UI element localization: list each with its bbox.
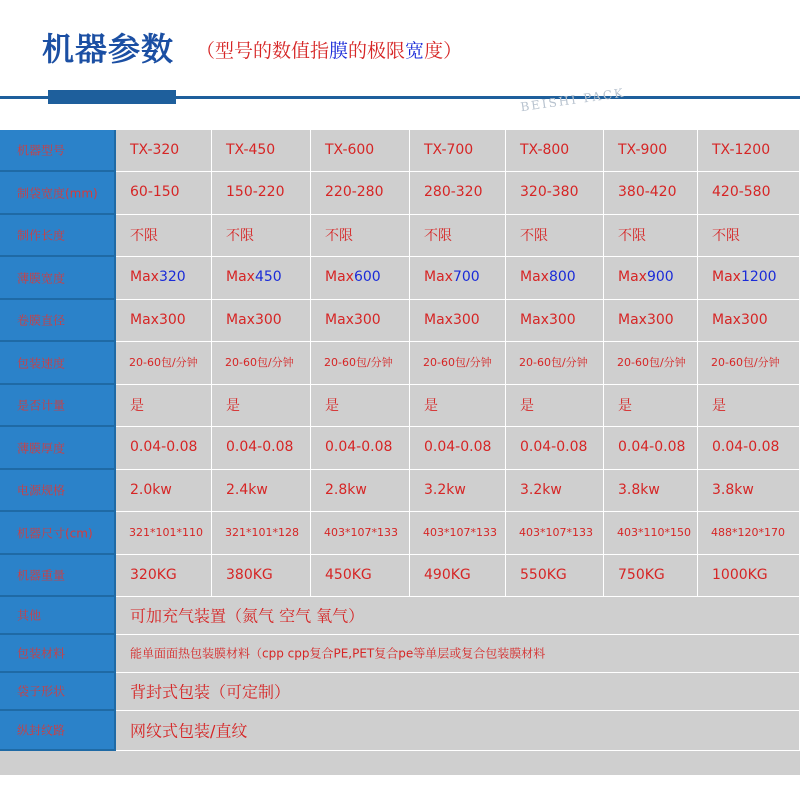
cell-value: 403*110*150 [617, 525, 691, 539]
cell-value: 20-60包/分钟 [519, 356, 588, 370]
row-label-text: 包装材料 [17, 646, 66, 661]
table-cell [410, 172, 506, 215]
film-width-value: Max700 [424, 269, 480, 286]
table-cell [212, 470, 311, 512]
table-cell [410, 130, 506, 172]
cell-value: 是 [226, 397, 240, 414]
wide-cell [116, 673, 800, 711]
cell-value: 321*101*128 [225, 525, 299, 539]
row-label [0, 300, 116, 342]
table-cell [212, 555, 311, 597]
cell-value: 0.04-0.08 [325, 439, 393, 456]
cell-value: 320-380 [520, 184, 579, 201]
cell-value: 750KG [618, 566, 665, 583]
row-label-text: 机器重量 [17, 568, 66, 583]
table-cell [116, 300, 212, 342]
table-cell [604, 215, 698, 257]
table-cell [212, 385, 311, 427]
cell-value: 是 [424, 397, 438, 414]
table-cell [604, 385, 698, 427]
page-subtitle: （型号的数值指膜的极限宽度） [196, 40, 463, 62]
cell-value: 420-580 [712, 184, 771, 201]
cell-value: 380-420 [618, 184, 677, 201]
table-cell [604, 257, 698, 300]
table-cell [698, 385, 800, 427]
table-cell [506, 215, 604, 257]
page-title: 机器参数 [42, 30, 175, 68]
cell-value: 60-150 [130, 184, 180, 201]
cell-value: 是 [618, 397, 632, 414]
table-cell [311, 172, 410, 215]
row-label [0, 673, 116, 711]
table-cell [410, 385, 506, 427]
cell-value: 不限 [226, 227, 254, 244]
table-cell [410, 215, 506, 257]
row-label [0, 711, 116, 751]
table-cell [311, 427, 410, 470]
spec-row-material [0, 635, 800, 673]
table-cell [698, 555, 800, 597]
table-cell [410, 427, 506, 470]
cell-value: 不限 [325, 227, 353, 244]
row-label-text: 制袋宽度(mm) [17, 186, 98, 200]
cell-value: 不限 [618, 227, 646, 244]
cell-value: TX-900 [618, 141, 668, 158]
table-cell [698, 172, 800, 215]
row-label [0, 512, 116, 555]
cell-value: Max300 [325, 311, 381, 328]
cell-value: 20-60包/分钟 [711, 356, 780, 370]
header-accent-bar [48, 90, 176, 104]
table-cell [311, 215, 410, 257]
row-label-text: 制作长度 [17, 228, 66, 243]
cell-value: 1000KG [712, 566, 768, 583]
cell-value: 403*107*133 [519, 525, 593, 539]
wide-cell-value: 可加充气装置（氮气 空气 氧气） [130, 605, 365, 625]
table-cell [410, 470, 506, 512]
table-cell [212, 427, 311, 470]
row-label [0, 342, 116, 385]
table-cell [698, 512, 800, 555]
table-cell [698, 130, 800, 172]
cell-value: Max300 [618, 311, 674, 328]
page-header [0, 0, 800, 120]
wide-cell-value: 能单面面热包装膜材料（cpp cpp复合PE,PET复合pe等单层或复合包装膜材料 [130, 646, 546, 661]
cell-value: 2.0kw [130, 481, 172, 498]
table-cell [506, 427, 604, 470]
table-cell [698, 427, 800, 470]
table-cell [604, 512, 698, 555]
cell-value: 0.04-0.08 [424, 439, 492, 456]
spec-row-metering [0, 385, 800, 427]
row-label [0, 130, 116, 172]
cell-value: Max300 [712, 311, 768, 328]
table-cell [212, 512, 311, 555]
table-cell [698, 215, 800, 257]
table-cell [311, 130, 410, 172]
film-width-value: Max450 [226, 269, 282, 286]
cell-value: 450KG [325, 566, 372, 583]
table-cell [698, 342, 800, 385]
cell-value: 3.8kw [712, 481, 754, 498]
spec-row-length [0, 215, 800, 257]
cell-value: 380KG [226, 566, 273, 583]
wide-cell-value: 网纹式包装/直纹 [130, 720, 248, 740]
spec-row-seal-pattern [0, 711, 800, 751]
cell-value: 是 [520, 397, 534, 414]
cell-value: 0.04-0.08 [226, 439, 294, 456]
row-label-text: 薄膜宽度 [17, 271, 66, 285]
cell-value: 是 [712, 397, 726, 414]
cell-value: 490KG [424, 566, 471, 583]
row-label [0, 597, 116, 635]
cell-value: 403*107*133 [324, 525, 398, 539]
table-cell [506, 555, 604, 597]
row-label [0, 427, 116, 470]
table-cell [311, 257, 410, 300]
spec-row-speed [0, 342, 800, 385]
table-cell [212, 215, 311, 257]
cell-value: TX-600 [325, 141, 375, 158]
cell-value: 550KG [520, 566, 567, 583]
cell-value: 20-60包/分钟 [324, 356, 393, 370]
cell-value: 3.2kw [520, 481, 562, 498]
row-label-text: 卷膜直径 [17, 313, 66, 328]
table-cell [212, 300, 311, 342]
table-cell [604, 427, 698, 470]
cell-value: 2.4kw [226, 481, 268, 498]
spec-row-bag-width [0, 172, 800, 215]
table-cell [410, 300, 506, 342]
spec-row-film-width [0, 257, 800, 300]
spec-row-weight [0, 555, 800, 597]
row-label [0, 257, 116, 300]
table-cell [311, 342, 410, 385]
watermark: BEISHI PACK [519, 85, 626, 115]
cell-value: 20-60包/分钟 [423, 356, 492, 370]
row-label [0, 470, 116, 512]
row-label [0, 555, 116, 597]
table-cell [116, 172, 212, 215]
table-cell [311, 300, 410, 342]
wide-cell [116, 635, 800, 673]
spec-row-other [0, 597, 800, 635]
table-cell [698, 300, 800, 342]
cell-value: 2.8kw [325, 481, 367, 498]
table-cell [410, 512, 506, 555]
table-cell [698, 257, 800, 300]
row-label-text: 包装速度 [17, 356, 66, 370]
cell-value: 0.04-0.08 [130, 439, 198, 456]
cell-value: 403*107*133 [423, 525, 497, 539]
cell-value: 150-220 [226, 184, 285, 201]
table-cell [604, 342, 698, 385]
cell-value: 320KG [130, 566, 177, 583]
table-cell [506, 172, 604, 215]
table-cell [116, 427, 212, 470]
table-cell [410, 342, 506, 385]
table-cell [116, 512, 212, 555]
cell-value: TX-800 [520, 141, 570, 158]
table-cell [212, 172, 311, 215]
table-cell [604, 470, 698, 512]
row-label-text: 薄膜厚度 [17, 441, 66, 455]
cell-value: 488*120*170 [711, 525, 785, 539]
cell-value: 280-320 [424, 184, 483, 201]
table-cell [116, 257, 212, 300]
table-cell [604, 555, 698, 597]
cell-value: 3.2kw [424, 481, 466, 498]
cell-value: 不限 [424, 227, 452, 244]
row-label-text: 机器尺寸(cm) [17, 526, 93, 540]
table-cell [116, 130, 212, 172]
wide-cell-value: 背封式包装（可定制） [130, 681, 291, 701]
cell-value: 是 [130, 397, 144, 414]
table-cell [506, 385, 604, 427]
cell-value: TX-320 [130, 141, 180, 158]
row-label [0, 215, 116, 257]
cell-value: 不限 [520, 227, 548, 244]
table-cell [311, 555, 410, 597]
table-cell [506, 342, 604, 385]
table-cell [116, 555, 212, 597]
table-cell [311, 512, 410, 555]
wide-cell [116, 597, 800, 635]
cell-value: 20-60包/分钟 [617, 356, 686, 370]
cell-value: 20-60包/分钟 [225, 356, 294, 370]
cell-value: 0.04-0.08 [712, 439, 780, 456]
table-cell [698, 470, 800, 512]
table-cell [212, 257, 311, 300]
table-cell [506, 300, 604, 342]
cell-value: TX-700 [424, 141, 474, 158]
table-cell [116, 470, 212, 512]
row-label [0, 635, 116, 673]
film-width-value: Max320 [130, 269, 186, 286]
spec-row-roll-dia [0, 300, 800, 342]
film-width-value: Max800 [520, 269, 576, 286]
table-cell [604, 172, 698, 215]
row-label [0, 172, 116, 215]
table-cell [311, 470, 410, 512]
table-cell [212, 342, 311, 385]
table-cell [116, 385, 212, 427]
cell-value: Max300 [130, 311, 186, 328]
table-cell [604, 300, 698, 342]
cell-value: Max300 [226, 311, 282, 328]
row-label-text: 机器型号 [17, 143, 66, 158]
cell-value: 是 [325, 397, 339, 414]
row-label-text: 是否计量 [17, 398, 66, 413]
table-cell [116, 215, 212, 257]
cell-value: TX-1200 [712, 141, 771, 158]
film-width-value: Max1200 [712, 269, 777, 286]
cell-value: Max300 [520, 311, 576, 328]
cell-value: 不限 [712, 227, 740, 244]
table-cell [506, 470, 604, 512]
cell-value: 3.8kw [618, 481, 660, 498]
table-cell [410, 257, 506, 300]
spec-row-size [0, 512, 800, 555]
table-cell [604, 130, 698, 172]
table-cell [410, 555, 506, 597]
cell-value: 321*101*110 [129, 525, 203, 539]
row-label-text: 其他 [17, 608, 42, 623]
spec-row-model [0, 130, 800, 172]
table-cell [311, 385, 410, 427]
row-label-text: 电源规格 [17, 483, 66, 498]
table-cell [212, 130, 311, 172]
film-width-value: Max900 [618, 269, 674, 286]
row-label-text: 纵封纹路 [17, 723, 66, 738]
spec-row-power [0, 470, 800, 512]
cell-value: 220-280 [325, 184, 384, 201]
spec-row-bag-shape [0, 673, 800, 711]
cell-value: Max300 [424, 311, 480, 328]
cell-value: 不限 [130, 227, 158, 244]
cell-value: TX-450 [226, 141, 276, 158]
row-label-text: 袋子形状 [17, 684, 66, 699]
cell-value: 0.04-0.08 [520, 439, 588, 456]
table-cell [116, 342, 212, 385]
table-cell [506, 257, 604, 300]
cell-value: 20-60包/分钟 [129, 356, 198, 370]
row-label [0, 385, 116, 427]
spec-table [0, 130, 800, 775]
table-cell [506, 512, 604, 555]
cell-value: 0.04-0.08 [618, 439, 686, 456]
film-width-value: Max600 [325, 269, 381, 286]
table-cell [506, 130, 604, 172]
spec-row-thickness [0, 427, 800, 470]
wide-cell [116, 711, 800, 751]
